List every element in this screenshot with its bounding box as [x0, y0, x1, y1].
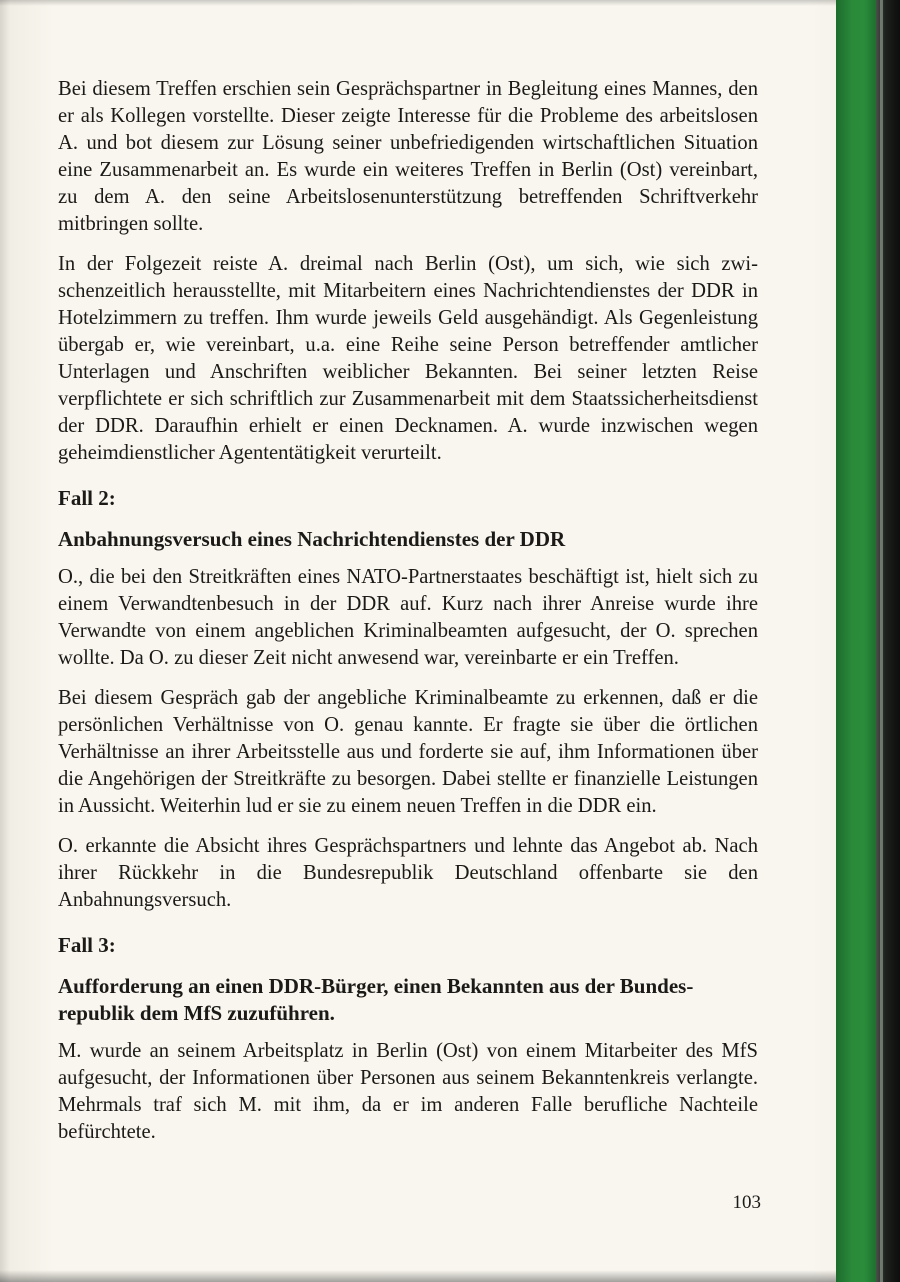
case-3-heading: Aufforderung an einen DDR-Bürger, einen Bekannten aus der Bundesrepublik dem MfS zuzuführen. — [58, 974, 694, 1025]
case-2-label: Fall 2: — [58, 486, 116, 510]
bottom-shadow — [0, 1270, 840, 1282]
case-2-paragraph-2: Bei diesem Gespräch gab der angebliche Kriminalbeamte zu erkennen, daß er die persönlichen Verhältnisse von O. genau kannte. Er fragte sie über die örtlichen Verhältnisse an ihrer Arbeitsstelle aus und forderte sie auf, ihm Informationen über die Angehörigen der Streitkräfte zu besorgen. Dabei stellte er finanzielle Leistungen in Aussicht. Weiterhin lud er sie zu einem neuen Treffen in die DDR ein. — [58, 687, 758, 817]
paragraph-intro-2: In der Folgezeit reiste A. dreimal nach Berlin (Ost), um sich, wie sich zwischenzeitlich herausstellte, mit Mitarbeitern eines Nachrichtendienstes der DDR in Hotelzimmern zu treffen. Ihm wurde jeweils Geld ausgehändigt. Als Gegenleistung übergab er, wie vereinbart, u.a. eine Reihe seine Person betreffender amtlicher Unterlagen und Anschriften weiblicher Bekannten. Bei seiner letzten Reise verpflichtete er sich schriftlich zur Zusammenarbeit mit dem Staatssicherheitsdienst der DDR. Daraufhin erhielt er einen Decknamen. A. wurde inzwischen wegen geheimdienstlicher Agententätigkeit verurteilt. — [58, 253, 758, 464]
left-shadow — [0, 0, 10, 1282]
case-2-paragraph-3: O. erkannte die Absicht ihres Gesprächspartners und lehnte das Angebot ab. Nach ihrer Rückkehr in die Bundesrepublik Deutschland offenbarte sie den Anbahnungsversuch. — [58, 835, 758, 911]
page-content — [58, 76, 758, 1159]
case-2-paragraph-1: O., die bei den Streitkräften eines NATO-Partnerstaates beschäftigt ist, hielt sich zu einem Verwandtenbesuch in der DDR auf. Kurz nach ihrer Anreise wurde ihre Verwandte von einem angeblichen Kriminalbeamten aufgesucht, der O. sprechen wollte. Da O. zu dieser Zeit nicht anwesend war, vereinbarte er ein Treffen. — [58, 566, 758, 669]
green-book-edge — [836, 0, 876, 1282]
case-2-heading: Anbahnungsversuch eines Nachrichtendienstes der DDR — [58, 527, 566, 551]
top-shadow — [0, 0, 840, 6]
case-3-label: Fall 3: — [58, 933, 116, 957]
edge-seam — [880, 0, 883, 1282]
paragraph-intro-1: Bei diesem Treffen erschien sein Gesprächspartner in Begleitung eines Mannes, den er als Kollegen vorstellte. Dieser zeigte Interesse für die Probleme des arbeitslosen A. und bot diesem zur Lösung seiner unbefriedigenden wirtschaftlichen Situation eine Zusammenarbeit an. Es wurde ein weiteres Treffen in Berlin (Ost) vereinbart, zu dem A. den seine Arbeitslosenunterstützung betreffenden Schriftverkehr mitbringen sollte. — [58, 78, 758, 235]
case-3-paragraph-1: M. wurde an seinem Arbeitsplatz in Berlin (Ost) von einem Mitarbeiter des MfS aufgesucht, der Informationen über Personen aus seinem Bekanntenkreis verlangte. Mehrmals traf sich M. mit ihm, da er im anderen Falle berufliche Nachteile befürchtete. — [58, 1040, 758, 1143]
page-number: 103 — [732, 1192, 761, 1213]
